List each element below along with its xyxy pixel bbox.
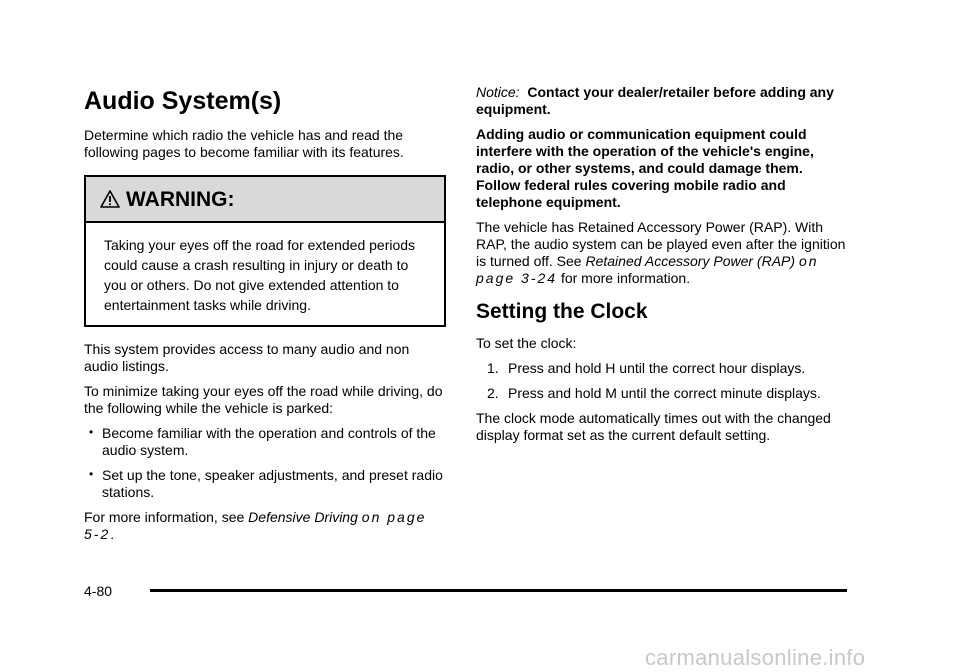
closing-paragraph: The clock mode automatically times out with the changed display format set as the current default setting. — [476, 410, 831, 443]
cross-reference-link[interactable]: Defensive Driving — [248, 509, 358, 525]
page-number: 4-80 — [84, 583, 113, 599]
right-column — [476, 84, 848, 452]
watermark: carmanualsonline.info — [645, 645, 866, 670]
notice-label: Notice: — [476, 84, 520, 100]
steps-list — [476, 360, 848, 402]
equipment-paragraph: Adding audio or communication equipment could interfere with the operation of the vehicle's engine, radio, or other systems, and could damage them. Follow federal rules covering mobile radio and telephone equipment. — [476, 126, 814, 210]
section-title: Setting the Clock — [476, 300, 648, 323]
list-item: 2. Press and hold M until the correct minute displays. — [487, 385, 821, 401]
warning-text: Taking your eyes off the road for extended periods could cause a crash resulting in injury or death to you or others. Do not give extended attention to entertainment tasks while driving. — [104, 237, 416, 313]
footer-rule — [150, 589, 847, 592]
warning-box — [84, 175, 446, 327]
notice — [476, 84, 848, 118]
warning-heading: WARNING: — [126, 187, 235, 211]
paragraph: To minimize taking your eyes off the road while driving, do the following while the vehicle is parked: — [84, 383, 443, 416]
paragraph: This system provides access to many audio and non audio listings. — [84, 341, 410, 374]
list-item: 1. Press and hold H until the correct hour displays. — [487, 360, 806, 376]
clock-intro: To set the clock: — [476, 335, 577, 351]
list-item: • Set up the tone, speaker adjustments, and preset radio stations. — [89, 467, 443, 500]
intro-paragraph: Determine which radio the vehicle has and read the following pages to become familiar with its features. — [84, 127, 404, 160]
warning-triangle-icon — [100, 190, 120, 208]
rap-page[interactable]: on page 3-24 — [476, 253, 819, 286]
cross-reference-page[interactable]: on page 5-2 — [84, 509, 427, 542]
bullet-icon: • — [89, 467, 94, 481]
rap-paragraph: The vehicle has Retained Accessory Power (RAP). With RAP, the audio system can be played even after the ignition is turned off. See Retained Accessory Power (RAP) on page 3-24 for more information. — [476, 219, 846, 286]
bullet-icon: • — [89, 425, 94, 439]
notice-text: Contact your dealer/retailer before adding any equipment. — [476, 84, 834, 117]
page-title: Audio System(s) — [84, 87, 282, 115]
warning-header — [86, 177, 444, 223]
bullet-list — [84, 425, 446, 501]
rap-link[interactable]: Retained Accessory Power (RAP) — [585, 253, 796, 269]
list-item: • Become familiar with the operation and controls of the audio system. — [89, 425, 436, 458]
left-column — [84, 84, 446, 551]
cross-reference: For more information, see Defensive Driving on page 5-2. — [84, 509, 427, 542]
